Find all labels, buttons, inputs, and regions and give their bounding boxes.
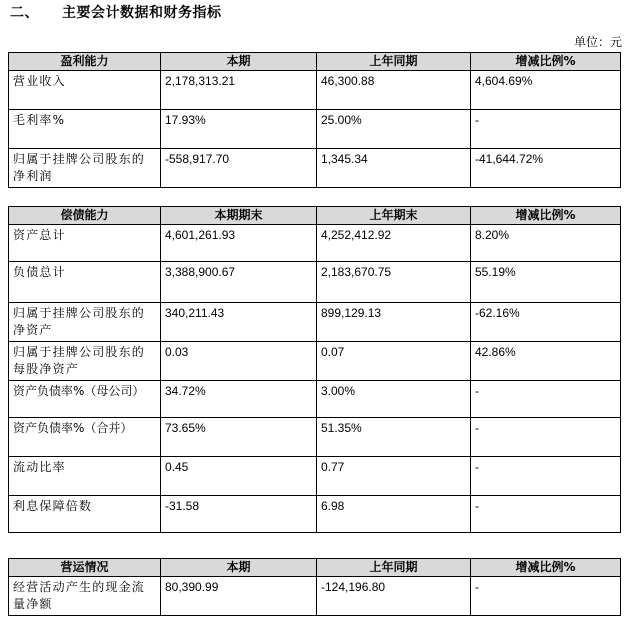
- profitability-table: [8, 52, 621, 188]
- current-value: -558,917.70: [161, 149, 317, 188]
- section-title: 主要会计数据和财务指标: [62, 5, 222, 21]
- change-value: -: [471, 110, 621, 149]
- column-header: 本期期末: [161, 207, 317, 225]
- change-value: -: [471, 418, 621, 457]
- row-label: 毛利率%: [9, 110, 161, 149]
- column-header: 盈利能力: [9, 53, 161, 71]
- table-row: [9, 342, 621, 381]
- current-value: 34.72%: [161, 381, 317, 418]
- table-row: [9, 496, 621, 533]
- table-row: [9, 71, 621, 110]
- prior-value: 0.77: [317, 457, 471, 496]
- current-value: 2,178,313.21: [161, 71, 317, 110]
- change-value: 55.19%: [471, 262, 621, 303]
- current-value: 340,211.43: [161, 303, 317, 342]
- row-label: 归属于挂牌公司股东的每股净资产: [9, 342, 161, 381]
- prior-value: 1,345.34: [317, 149, 471, 188]
- table-row: [9, 225, 621, 262]
- current-value: 4,601,261.93: [161, 225, 317, 262]
- prior-value: 51.35%: [317, 418, 471, 457]
- prior-value: 4,252,412.92: [317, 225, 471, 262]
- row-label: 营业收入: [9, 71, 161, 110]
- table-row: [9, 110, 621, 149]
- table-row: [9, 418, 621, 457]
- solvency-table: [8, 206, 621, 533]
- table-header-row: [9, 559, 621, 577]
- row-label: 负债总计: [9, 262, 161, 303]
- change-value: 8.20%: [471, 225, 621, 262]
- table-header-row: [9, 53, 621, 71]
- row-label: 利息保障倍数: [9, 496, 161, 533]
- prior-value: -124,196.80: [317, 577, 471, 616]
- table-header-row: [9, 207, 621, 225]
- column-header: 增减比例%: [471, 207, 621, 225]
- change-value: -62.16%: [471, 303, 621, 342]
- current-value: 73.65%: [161, 418, 317, 457]
- change-value: -: [471, 381, 621, 418]
- row-label: 资产总计: [9, 225, 161, 262]
- column-header: 增减比例%: [471, 53, 621, 71]
- column-header: 上年期末: [317, 207, 471, 225]
- unit-label: 单位：元: [573, 35, 622, 49]
- column-header: 增减比例%: [471, 559, 621, 577]
- prior-value: 2,183,670.75: [317, 262, 471, 303]
- table-row: [9, 457, 621, 496]
- row-label: 资产负债率%（合并）: [9, 418, 161, 457]
- column-header: 上年同期: [317, 53, 471, 71]
- change-value: 4,604.69%: [471, 71, 621, 110]
- prior-value: 899,129.13: [317, 303, 471, 342]
- prior-value: 6.98: [317, 496, 471, 533]
- prior-value: 25.00%: [317, 110, 471, 149]
- change-value: -: [471, 457, 621, 496]
- prior-value: 0.07: [317, 342, 471, 381]
- table-row: [9, 381, 621, 418]
- row-label: 经营活动产生的现金流量净额: [9, 577, 161, 616]
- current-value: 0.45: [161, 457, 317, 496]
- table-row: [9, 262, 621, 303]
- column-header: 营运情况: [9, 559, 161, 577]
- column-header: 本期: [161, 53, 317, 71]
- table-row: [9, 149, 621, 188]
- row-label: 归属于挂牌公司股东的净资产: [9, 303, 161, 342]
- column-header: 上年同期: [317, 559, 471, 577]
- current-value: 17.93%: [161, 110, 317, 149]
- column-header: 本期: [161, 559, 317, 577]
- change-value: -: [471, 577, 621, 616]
- operations-table: [8, 558, 621, 616]
- change-value: 42.86%: [471, 342, 621, 381]
- row-label: 流动比率: [9, 457, 161, 496]
- current-value: 3,388,900.67: [161, 262, 317, 303]
- row-label: 归属于挂牌公司股东的净利润: [9, 149, 161, 188]
- section-number: 二、: [10, 5, 39, 21]
- current-value: -31.58: [161, 496, 317, 533]
- column-header: 偿债能力: [9, 207, 161, 225]
- row-label: 资产负债率%（母公司）: [9, 381, 161, 418]
- prior-value: 3.00%: [317, 381, 471, 418]
- change-value: -41,644.72%: [471, 149, 621, 188]
- current-value: 0.03: [161, 342, 317, 381]
- table-row: [9, 577, 621, 616]
- prior-value: 46,300.88: [317, 71, 471, 110]
- table-row: [9, 303, 621, 342]
- current-value: 80,390.99: [161, 577, 317, 616]
- section-heading: [10, 2, 222, 22]
- change-value: -: [471, 496, 621, 533]
